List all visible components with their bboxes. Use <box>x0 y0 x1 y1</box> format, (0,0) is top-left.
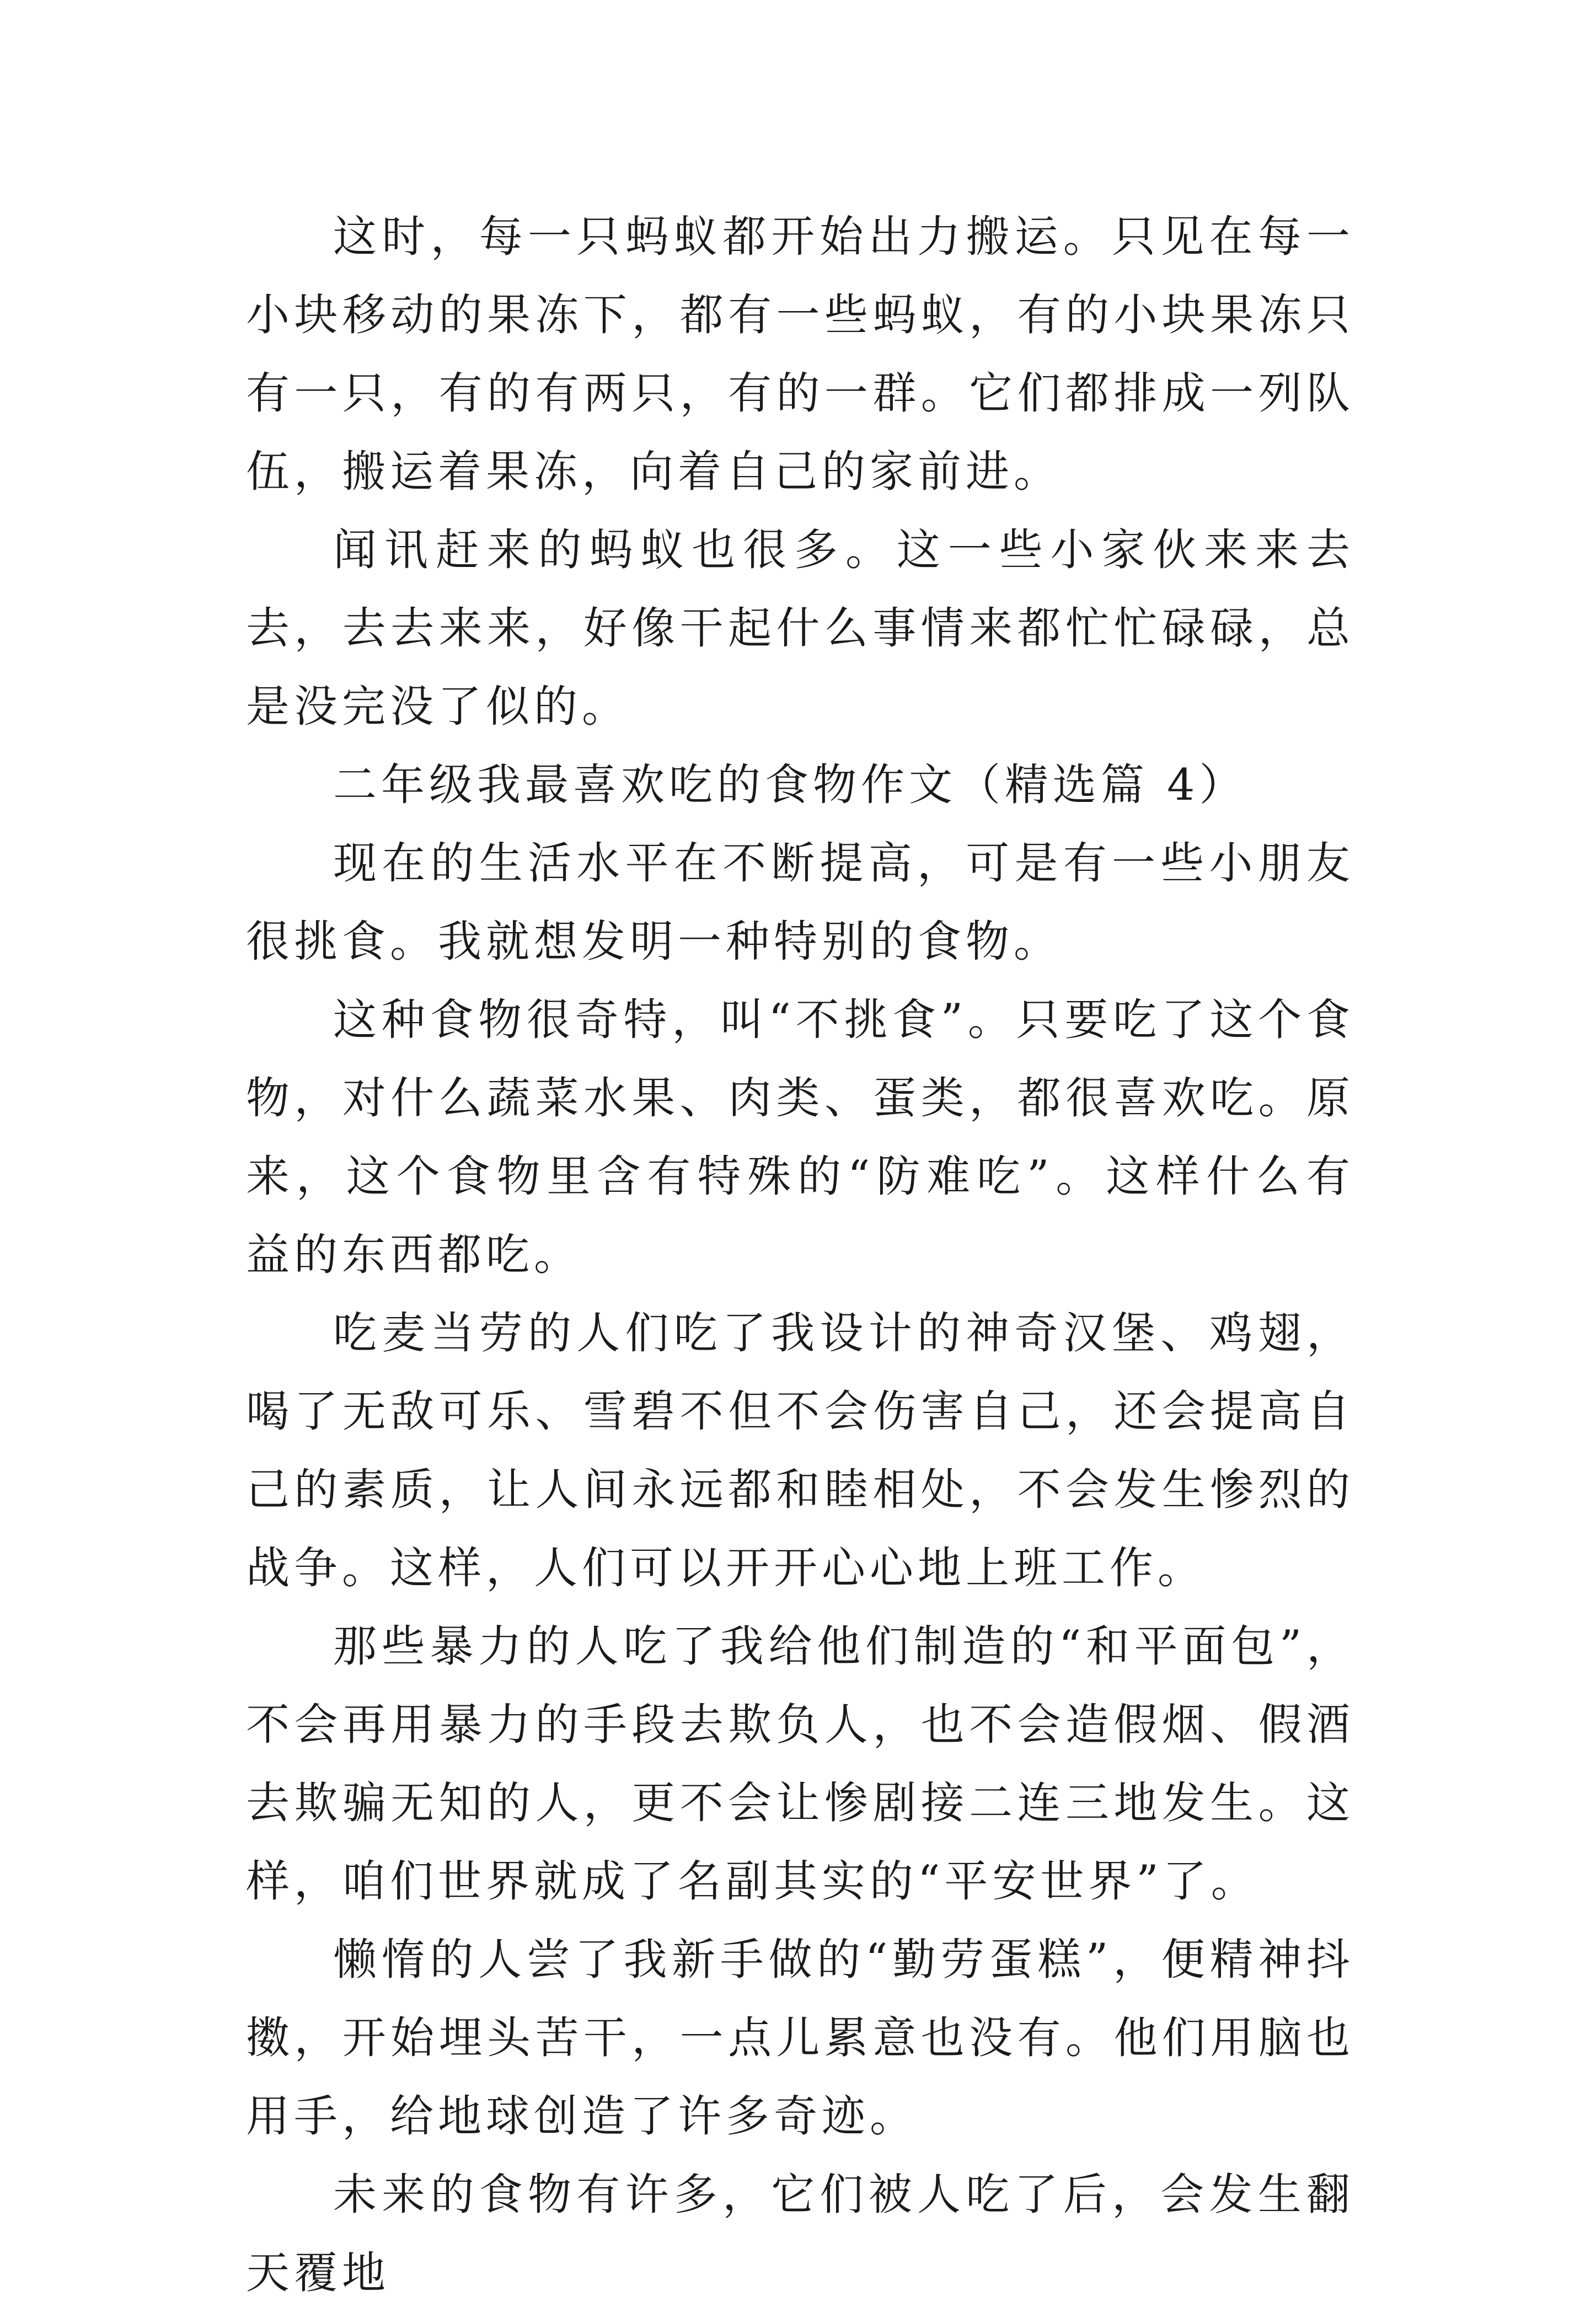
essay-heading: 二年级我最喜欢吃的食物作文（精选篇 4） <box>333 759 1247 810</box>
paragraph-diligent-cake: 懒惰的人尝了我新手做的“勤劳蛋糕”，便精神抖擞，开始埋头苦干，一点儿累意也没有。他们用脑也用手，给地球创造了许多奇迹。 <box>246 1934 1354 2142</box>
paragraph-ants-carrying: 这时，每一只蚂蚁都开始出力搬运。只见在每一小块移动的果冻下，都有一些蚂蚁，有的小块果冻只有一只，有的有两只，有的一群。它们都排成一列队伍，搬运着果冻，向着自己的家前进。 <box>246 211 1354 497</box>
paragraph-ants-arriving: 闻讯赶来的蚂蚁也很多。这一些小家伙来来去去，去去来来，好像干起什么事情来都忙忙碌碌，总是没完没了似的。 <box>246 525 1354 732</box>
document-body <box>246 197 1354 2312</box>
paragraph-no-picky: 这种食物很奇特，叫“不挑食”。只要吃了这个食物，对什么蔬菜水果、肉类、蛋类，都很喜欢吃。原来，这个食物里含有特殊的“防难吃”。这样什么有益的东西都吃。 <box>246 994 1354 1280</box>
paragraph-mcdonalds: 吃麦当劳的人们吃了我设计的神奇汉堡、鸡翅，喝了无敌可乐、雪碧不但不会伤害自己，还会提高自己的素质，让人间永远都和睦相处，不会发生惨烈的战争。这样，人们可以开开心心地上班工作。 <box>246 1308 1354 1593</box>
paragraph-intro: 现在的生活水平在不断提高，可是有一些小朋友很挑食。我就想发明一种特别的食物。 <box>246 838 1354 967</box>
paragraph-future-food: 未来的食物有许多，它们被人吃了后，会发生翻天覆地 <box>246 2169 1354 2298</box>
paragraph-peace-bread: 那些暴力的人吃了我给他们制造的“和平面包”，不会再用暴力的手段去欺负人，也不会造假烟、假酒去欺骗无知的人，更不会让惨剧接二连三地发生。这样，咱们世界就成了名副其实的“平安世界”了。 <box>246 1621 1354 1907</box>
